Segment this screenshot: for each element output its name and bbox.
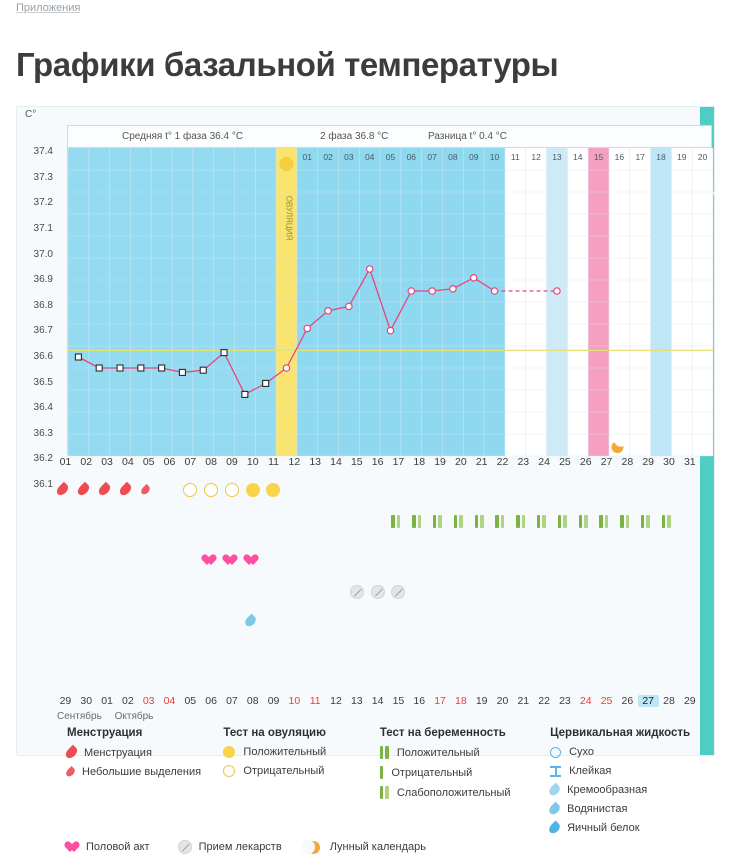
pregnancy-test-marker[interactable]	[516, 515, 525, 528]
legend-label: Отрицательный	[243, 765, 325, 778]
creamy-icon	[547, 783, 562, 798]
calendar-day[interactable]: 08	[246, 695, 259, 708]
legend-title-ovulation: Тест на овуляцию	[223, 727, 326, 740]
legend-item-menstruation	[67, 746, 205, 759]
legend-label: Половой акт	[86, 841, 150, 854]
legend-item-pregnancy-faint	[380, 786, 532, 799]
calendar-day[interactable]: 27	[638, 695, 659, 707]
calendar-day[interactable]: 02	[122, 695, 134, 708]
calendar-day[interactable]: 10	[288, 695, 301, 708]
svg-text:10: 10	[489, 152, 500, 163]
pregnancy-test-marker[interactable]	[558, 515, 567, 528]
chart-header-bar	[68, 126, 711, 148]
pregnancy-test-marker[interactable]	[412, 515, 421, 528]
calendar-day[interactable]: 20	[496, 695, 509, 708]
sex-marker[interactable]	[204, 555, 216, 566]
legend-label: Слабоположительный	[396, 786, 511, 799]
x-axis-cycle-days	[55, 456, 700, 468]
chart-svg	[68, 148, 713, 456]
svg-text:12: 12	[531, 152, 541, 163]
calendar-day[interactable]: 03	[142, 695, 155, 708]
calendar-day[interactable]: 05	[184, 695, 197, 708]
legend-title-cervical: Цервикальная жидкость	[550, 727, 691, 740]
svg-text:11: 11	[510, 152, 520, 163]
phase1-average: Средняя t° 1 фаза 36.4 °C	[122, 131, 244, 143]
legend-item-ovulation-negative	[223, 765, 361, 777]
cycle-day-label[interactable]: 31	[683, 456, 696, 469]
cycle-day-label[interactable]: 17	[392, 456, 405, 469]
cycle-day-label[interactable]: 19	[434, 456, 446, 469]
legend-label: Яичный белок	[567, 822, 640, 835]
legend-label: Положительный	[396, 746, 480, 759]
sticky-icon	[550, 766, 561, 777]
menstruation-marker[interactable]	[97, 482, 113, 498]
sex-marker[interactable]	[225, 555, 237, 566]
legend-item-lunar	[310, 841, 426, 854]
pregnancy-test-marker[interactable]	[641, 515, 650, 528]
eggwhite-icon	[547, 821, 562, 836]
calendar-day[interactable]: 01	[101, 695, 113, 708]
calendar-day[interactable]: 09	[267, 695, 280, 708]
legend-column-cervical-fluid	[550, 727, 707, 841]
legend-label: Водянистая	[567, 803, 628, 816]
spotting-marker[interactable]	[139, 484, 151, 496]
ovulation-test-negative-marker[interactable]	[225, 483, 239, 497]
calendar-day[interactable]: 14	[371, 695, 384, 708]
pregnancy-test-marker[interactable]	[433, 515, 442, 528]
menstruation-marker[interactable]	[55, 482, 71, 498]
legend-item-spotting	[67, 766, 205, 778]
single-bar-icon	[380, 766, 384, 779]
sex-marker[interactable]	[246, 555, 258, 566]
legend-column-pregnancy-test	[380, 727, 532, 841]
legend-column-ovulation-test	[223, 727, 361, 841]
legend-label: Менструация	[84, 746, 152, 759]
calendar-day[interactable]: 28	[663, 695, 675, 708]
cycle-day-label[interactable]: 22	[496, 456, 509, 469]
calendar-day[interactable]: 25	[600, 695, 613, 708]
ovulation-test-positive-marker[interactable]	[266, 483, 280, 497]
y-tick: 36.2	[33, 453, 53, 465]
calendar-day[interactable]: 21	[517, 695, 530, 708]
month-label-1: Сентябрь	[57, 711, 102, 723]
calendar-day[interactable]: 26	[621, 695, 634, 708]
svg-text:01: 01	[302, 152, 313, 163]
medication-marker[interactable]	[391, 585, 405, 599]
cycle-day-label[interactable]: 08	[205, 456, 217, 469]
cycle-day-label[interactable]: 13	[309, 456, 321, 469]
cycle-day-label[interactable]: 01	[59, 456, 72, 469]
legend-item-creamy	[550, 784, 707, 796]
page-title: Графики базальной температуры	[16, 46, 559, 84]
svg-text:04: 04	[364, 152, 375, 163]
legend-bottom-row	[67, 840, 426, 854]
y-tick: 36.9	[33, 274, 53, 286]
svg-text:14: 14	[573, 152, 583, 163]
pregnancy-test-marker[interactable]	[475, 515, 484, 528]
svg-text:07: 07	[427, 152, 437, 163]
legend-item-sex	[67, 841, 150, 853]
cycle-day-label[interactable]: 18	[413, 456, 426, 469]
y-tick: 36.4	[33, 402, 53, 414]
ovulation-test-negative-marker[interactable]	[183, 483, 197, 497]
chart-wrapper	[17, 107, 714, 854]
legend-item-pregnancy-negative	[380, 766, 532, 779]
cycle-day-label[interactable]: 10	[246, 456, 259, 469]
heart-icon	[67, 842, 79, 853]
svg-text:06: 06	[406, 152, 417, 163]
svg-text:18: 18	[656, 152, 666, 163]
hollow-circle-icon	[223, 765, 235, 777]
legend-item-watery	[550, 803, 707, 815]
bbt-chart[interactable]	[67, 125, 712, 455]
double-bar-icon	[380, 746, 389, 759]
cycle-day-label[interactable]: 16	[371, 456, 384, 469]
pregnancy-test-marker[interactable]	[662, 515, 671, 528]
svg-text:08: 08	[448, 152, 458, 163]
y-tick: 36.8	[33, 299, 53, 311]
calendar-day[interactable]: 29	[683, 695, 696, 708]
pregnancy-test-marker[interactable]	[620, 515, 629, 528]
cycle-day-label[interactable]: 20	[455, 456, 467, 469]
calendar-day[interactable]: 18	[455, 695, 467, 708]
calendar-day[interactable]: 16	[413, 695, 426, 708]
calendar-day[interactable]: 19	[475, 695, 488, 708]
y-tick: 37.4	[33, 146, 53, 158]
month-labels	[57, 711, 153, 722]
svg-text:19: 19	[677, 152, 687, 163]
svg-text:16: 16	[614, 152, 625, 163]
y-tick: 36.7	[33, 325, 53, 337]
chart-panel	[16, 106, 715, 854]
cycle-day-label[interactable]: 11	[268, 456, 279, 469]
y-axis-labels	[17, 147, 53, 505]
calendar-day[interactable]: 07	[226, 695, 238, 708]
cycle-day-label[interactable]: 28	[621, 456, 634, 469]
pregnancy-test-marker[interactable]	[599, 515, 608, 528]
legend-column-menstruation	[67, 727, 205, 841]
pill-icon	[178, 840, 192, 854]
calendar-day[interactable]: 15	[392, 695, 405, 708]
pregnancy-test-marker[interactable]	[454, 515, 463, 528]
legend-title-menstruation: Менструация	[67, 727, 143, 740]
medication-marker[interactable]	[350, 585, 364, 599]
svg-text:13: 13	[552, 152, 562, 163]
svg-text:05: 05	[385, 152, 396, 163]
calendar-day-axis[interactable]	[55, 695, 700, 707]
medication-marker[interactable]	[371, 585, 385, 599]
legend-label: Прием лекарств	[198, 841, 282, 854]
y-tick: 36.3	[33, 427, 53, 439]
y-tick: 36.1	[33, 478, 53, 490]
calendar-day[interactable]: 29	[59, 695, 72, 708]
cycle-day-label[interactable]: 15	[350, 456, 363, 469]
cervical-fluid-marker[interactable]	[243, 614, 258, 629]
y-tick: 37.1	[33, 223, 53, 234]
cycle-day-label[interactable]: 09	[226, 456, 238, 469]
cycle-day-label[interactable]: 06	[163, 456, 176, 469]
legend-item-ovulation-positive	[223, 746, 361, 758]
svg-text:15: 15	[593, 152, 604, 163]
cycle-day-label[interactable]: 25	[559, 456, 571, 469]
cycle-day-label[interactable]: 05	[142, 456, 155, 469]
legend-label: Сухо	[569, 746, 595, 759]
legend-label: Клейкая	[569, 765, 612, 778]
legend-item-pregnancy-positive	[380, 746, 532, 759]
cycle-day-label[interactable]: 14	[330, 456, 342, 469]
cycle-day-label[interactable]: 23	[517, 456, 530, 469]
cycle-day-label[interactable]: 29	[642, 456, 654, 469]
legend-label: Лунный календарь	[329, 841, 426, 854]
legend	[67, 727, 707, 841]
marker-rows	[55, 475, 700, 690]
cycle-day-label[interactable]: 24	[538, 456, 550, 469]
dry-icon	[550, 747, 561, 758]
svg-text:03: 03	[344, 152, 354, 163]
watery-icon	[547, 802, 562, 817]
small-drop-icon	[64, 766, 76, 778]
calendar-day[interactable]: 17	[434, 695, 446, 708]
calendar-day[interactable]: 06	[205, 695, 217, 708]
calendar-day[interactable]: 11	[309, 695, 321, 708]
y-tick: 36.6	[33, 350, 53, 362]
menstruation-marker[interactable]	[76, 482, 92, 498]
legend-item-sticky	[550, 765, 707, 777]
moon-icon	[310, 841, 323, 854]
phase-difference: Разница t° 0.4 °C	[428, 131, 508, 143]
legend-title-pregnancy: Тест на беременность	[379, 727, 506, 740]
chart-plot-area	[68, 148, 711, 454]
ovulation-label: ОВУЛЯЦИЯ	[284, 195, 294, 241]
drop-icon	[64, 745, 80, 761]
ovulation-test-negative-marker[interactable]	[204, 483, 218, 497]
pregnancy-test-marker[interactable]	[391, 515, 400, 528]
cycle-day-label[interactable]: 21	[475, 456, 488, 469]
calendar-day[interactable]: 13	[350, 695, 363, 708]
y-axis-unit: C°	[25, 109, 37, 121]
cycle-day-label[interactable]: 07	[184, 456, 197, 469]
cycle-day-label[interactable]: 02	[80, 456, 93, 469]
svg-text:09: 09	[468, 152, 479, 163]
cycle-day-label[interactable]: 26	[579, 456, 592, 469]
faint-bar-icon	[380, 786, 389, 799]
legend-item-dry	[550, 746, 707, 758]
filled-circle-icon	[223, 746, 235, 758]
calendar-day[interactable]: 12	[330, 695, 342, 708]
legend-label: Положительный	[243, 746, 327, 759]
calendar-day[interactable]: 22	[538, 695, 550, 708]
svg-text:17: 17	[635, 152, 645, 163]
cycle-day-label[interactable]: 03	[101, 456, 113, 469]
month-label-2: Октябрь	[114, 711, 154, 723]
calendar-day[interactable]: 23	[559, 695, 571, 708]
pregnancy-test-marker[interactable]	[579, 515, 588, 528]
y-tick: 36.5	[33, 376, 53, 388]
cycle-day-label[interactable]: 30	[663, 456, 675, 469]
svg-text:20: 20	[697, 152, 708, 163]
menstruation-marker[interactable]	[118, 482, 134, 498]
svg-text:02: 02	[323, 152, 333, 163]
cycle-day-label[interactable]: 04	[122, 456, 134, 469]
ovulation-test-positive-marker[interactable]	[246, 483, 260, 497]
calendar-day[interactable]: 04	[163, 695, 176, 708]
y-tick: 37.0	[33, 248, 53, 260]
phase2-average: 2 фаза 36.8 °C	[320, 131, 389, 143]
cycle-day-label[interactable]: 27	[600, 456, 613, 469]
legend-label: Отрицательный	[391, 766, 473, 779]
calendar-day[interactable]: 30	[80, 695, 93, 708]
pregnancy-test-marker[interactable]	[495, 515, 504, 528]
breadcrumb[interactable]: Приложения	[16, 2, 81, 14]
y-tick: 37.2	[33, 197, 53, 209]
calendar-day[interactable]: 24	[579, 695, 592, 708]
legend-label: Кремообразная	[567, 784, 648, 797]
y-tick: 37.3	[33, 171, 53, 183]
legend-item-eggwhite	[550, 822, 707, 834]
cycle-day-label[interactable]: 12	[288, 456, 301, 469]
legend-label: Небольшие выделения	[82, 766, 202, 779]
pregnancy-test-marker[interactable]	[537, 515, 546, 528]
legend-item-medication	[178, 840, 282, 854]
